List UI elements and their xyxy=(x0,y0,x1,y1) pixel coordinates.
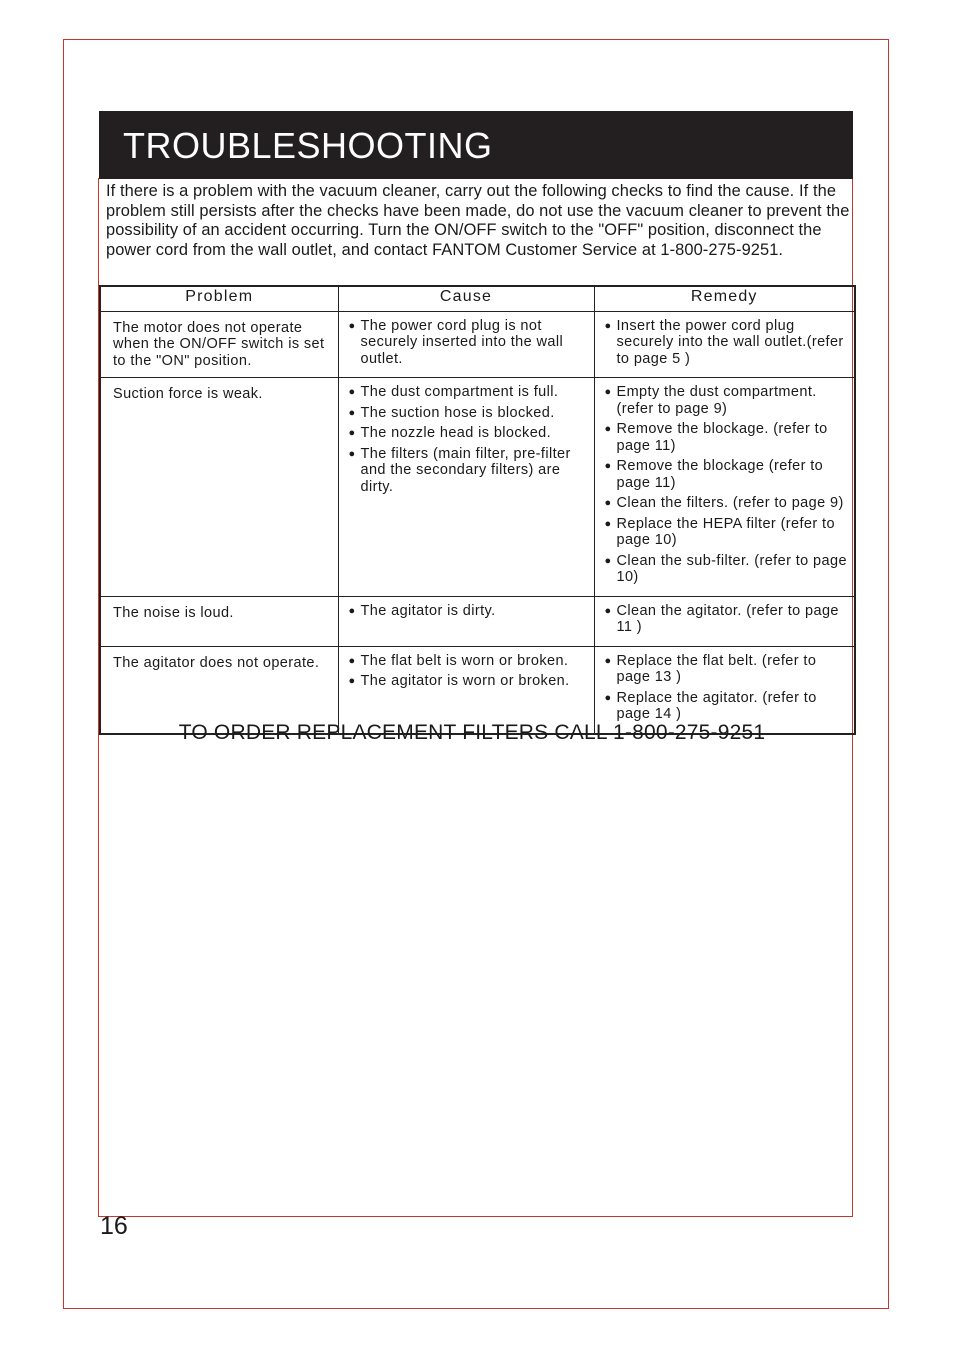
list-item: ● The power cord plug is not securely inserted into the wall outlet. xyxy=(348,317,564,367)
list-item: ● The dust compartment is full. xyxy=(348,384,559,400)
cause-cell xyxy=(338,311,594,378)
header-cause: Cause xyxy=(338,286,594,311)
bullet-icon: ● xyxy=(604,460,612,472)
bullet-icon: ● xyxy=(604,654,612,667)
list-item: ● Clean the agitator. (refer to page 11 ) xyxy=(604,602,839,635)
order-filters-line: TO ORDER REPLACEMENT FILTERS CALL 1-800-275-9251 xyxy=(178,721,766,744)
table-header-row xyxy=(100,286,855,311)
list-item: ● Insert the power cord plug securely into the wall outlet.(refer to page 5 ) xyxy=(604,317,844,367)
list-item: ● Remove the blockage. (refer to page 11) xyxy=(604,421,828,454)
remedy-list xyxy=(603,603,849,636)
bullet-icon: ● xyxy=(604,691,612,704)
list-item: ● Replace the flat belt. (refer to page 13 ) xyxy=(604,652,817,685)
troubleshooting-table xyxy=(99,285,856,735)
problem-cell: The noise is loud. xyxy=(100,596,338,646)
title-bar xyxy=(99,111,853,179)
problem-cell: The agitator does not operate. xyxy=(100,646,338,734)
bullet-icon: ● xyxy=(604,386,612,398)
bullet-icon: ● xyxy=(604,319,612,332)
cause-cell xyxy=(338,596,594,646)
list-item: ● Empty the dust compartment. (refer to page 9) xyxy=(604,384,817,417)
problem-cell: The motor does not operate when the ON/OFF switch is set to the "ON" position. xyxy=(100,311,338,378)
bullet-icon: ● xyxy=(348,386,356,398)
intro-paragraph: If there is a problem with the vacuum cleaner, carry out the following checks to find the cause. If the problem still persists after the checks have been made, do not use the vacuum cleaner to prevent the possibility of an accident occurring. Turn the ON/OFF switch to the "OFF" position, disconnect the power cord from the wall outlet, and contact FANTOM Customer Service at 1-800-275-9251. xyxy=(106,182,850,259)
list-item: ● The flat belt is worn or broken. xyxy=(348,652,569,669)
table-row xyxy=(100,311,855,378)
table-row xyxy=(100,378,855,597)
remedy-list xyxy=(603,384,849,586)
list-item: ● The agitator is worn or broken. xyxy=(348,673,570,689)
bullet-icon: ● xyxy=(348,654,356,667)
page-number: 16 xyxy=(100,1212,128,1240)
list-item: ● Remove the blockage (refer to page 11) xyxy=(604,458,824,491)
bullet-icon: ● xyxy=(348,447,356,460)
cause-list xyxy=(347,384,588,495)
list-item: ● Replace the agitator. (refer to page 14 ) xyxy=(604,689,817,722)
bullet-icon: ● xyxy=(348,427,356,439)
table-row xyxy=(100,596,855,646)
cause-cell xyxy=(338,378,594,597)
bullet-icon: ● xyxy=(348,406,356,419)
cause-list xyxy=(347,603,588,620)
bullet-icon: ● xyxy=(604,423,612,435)
bullet-icon: ● xyxy=(604,554,612,567)
bullet-icon: ● xyxy=(348,675,356,687)
bullet-icon: ● xyxy=(348,319,356,332)
cause-list xyxy=(347,653,588,690)
list-item: ● Clean the filters. (refer to page 9) xyxy=(604,495,844,511)
cause-list xyxy=(347,318,588,368)
bullet-icon: ● xyxy=(604,604,612,617)
list-item: ● Clean the sub-filter. (refer to page 10) xyxy=(604,552,847,585)
list-item: ● The nozzle head is blocked. xyxy=(348,425,552,441)
page-title: TROUBLESHOOTING xyxy=(123,125,493,166)
remedy-cell xyxy=(594,311,855,378)
bullet-icon: ● xyxy=(348,604,356,617)
problem-cell: Suction force is weak. xyxy=(100,378,338,597)
list-item: ● The suction hose is blocked. xyxy=(348,404,555,421)
remedy-list xyxy=(603,653,849,723)
header-problem: Problem xyxy=(100,286,338,311)
list-item: ● The filters (main filter, pre-filter and the secondary filters) are dirty. xyxy=(348,445,571,495)
bullet-icon: ● xyxy=(604,517,612,530)
list-item: ● Replace the HEPA filter (refer to page 10) xyxy=(604,515,835,548)
header-remedy: Remedy xyxy=(594,286,855,311)
remedy-cell xyxy=(594,596,855,646)
remedy-cell xyxy=(594,378,855,597)
remedy-list xyxy=(603,318,849,368)
bullet-icon: ● xyxy=(604,497,612,509)
list-item: ● The agitator is dirty. xyxy=(348,602,496,619)
